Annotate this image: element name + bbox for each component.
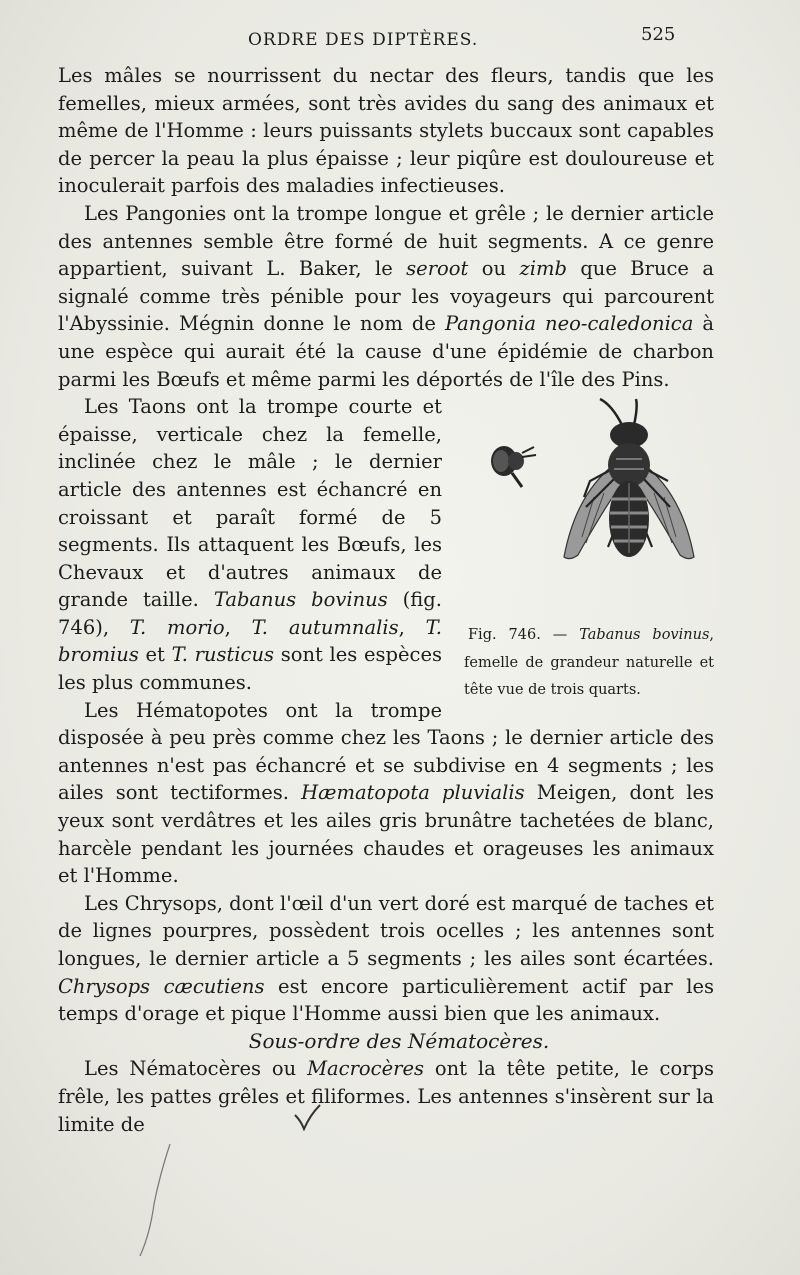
- species-t-autumnalis: T. autumnalis: [251, 615, 399, 639]
- paragraph-text: Les Hématopotes ont la trompe disposée à peu près comme chez les Taons ; le dernier article des antennes n'est pas échancré et se subdivise en 4 segments ; les ailes sont tectiformes.: [58, 698, 714, 805]
- paragraph-text: sont les espèces les plus communes.: [58, 643, 442, 695]
- paragraph-text: que Bruce a signalé comme très pénible pour les voyageurs qui parcourent l'Abyssinie. Mégnin donne le nom de: [58, 257, 714, 336]
- paragraph-text: et: [138, 643, 172, 667]
- fly-head-illustration: [491, 446, 536, 487]
- paragraph-chrysops: [58, 890, 714, 1028]
- species-t-rusticus: T. rusticus: [171, 643, 275, 667]
- paragraph-text: est encore particulièrement actif par les temps d'orage et pique l'Homme aussi bien que les animaux.: [58, 974, 714, 1026]
- paragraph-text: Les Pangonies ont la trompe longue et grêle ; le dernier article des antennes semble être formé de huit segments. A ce genre appartient, suivant L. Baker, le: [58, 201, 714, 281]
- term-seroot: seroot: [406, 257, 469, 281]
- term-macroceres: Macrocères: [307, 1057, 424, 1081]
- figure-746: [464, 397, 714, 702]
- species-haematopota-pluvialis: Hæmatopota pluvialis: [301, 781, 525, 805]
- page-number: 525: [641, 24, 676, 45]
- pencil-check-mark: [292, 1103, 322, 1131]
- species-t-bromius: T. bromius: [58, 615, 442, 667]
- paragraph-text: Les Nématocères ou: [84, 1057, 308, 1081]
- running-title: ORDRE DES DIPTÈRES.: [248, 30, 479, 50]
- body-text: [58, 62, 714, 1138]
- paragraph-text: Les mâles se nourrissent du nectar des fleurs, tandis que les femelles, mieux armées, sont très avides du sang des animaux et même de l'Homme : leurs puissants stylets buccaux sont capables de percer la peau la plus épaisse ; leur piqûre est douloureuse et inoculerait parfois des maladies infectieuses.: [58, 64, 714, 198]
- fly-body-illustration: [564, 399, 694, 559]
- paragraph-nematoceres: [58, 1055, 714, 1138]
- figure-reference: (fig. 746),: [58, 588, 442, 639]
- species-tabanus-bovinus: Tabanus bovinus: [213, 588, 388, 612]
- paragraph-text: ,: [224, 615, 252, 639]
- paragraph-text: ,: [398, 615, 426, 639]
- paragraph-text: ont la tête petite, le corps frêle, les pattes grêles et filiformes. Les antennes s'insèrent sur la limite de: [58, 1057, 714, 1136]
- pencil-margin-mark: [120, 1140, 180, 1260]
- paragraph-pangonies: [58, 200, 714, 393]
- paragraph-text: Les Chrysops, dont l'œil d'un vert doré est marqué de taches et de lignes pourpres, possèdent trois ocelles ; les antennes sont longues, le dernier article a 5 segments ; les ailes sont écartées.: [58, 891, 714, 970]
- paragraph-tabanides-feeding: [58, 62, 714, 200]
- species-chrysops-caecutiens: Chrysops cæcutiens: [58, 974, 265, 998]
- paragraph-text: ou: [468, 257, 520, 281]
- figure-caption: [464, 627, 714, 698]
- section-title: Sous-ordre des Nématocères.: [248, 1028, 550, 1053]
- paragraph-text: Meigen, dont les yeux sont verdâtres et les ailes gris brunâtre tachetées de blanc, harcèle pendant les journées chaudes et orageuses les animaux et l'Homme.: [58, 781, 714, 888]
- caption-label: Fig. 746. —: [468, 627, 580, 644]
- paragraph-taons: [58, 393, 714, 697]
- species-pangonia: Pangonia neo-caledonica: [444, 312, 694, 336]
- page-header: [0, 24, 800, 54]
- caption-species: Tabanus bovinus: [579, 627, 710, 644]
- paragraph-text: Les Taons ont la trompe courte et épaisse, verticale chez la femelle, inclinée chez le mâle ; le dernier article des antennes est échancré en croissant et paraît formé de 5 segments. Ils attaquent les Bœufs, les Chevaux et d'autres animaux de grande taille.: [58, 395, 442, 612]
- paragraph-hematopotes: [58, 697, 714, 890]
- tabanus-bovinus-illustration: [464, 397, 714, 619]
- species-t-morio: T. morio: [129, 615, 225, 639]
- caption-text: , femelle de grandeur naturelle et tête vue de trois quarts.: [464, 627, 714, 699]
- term-zimb: zimb: [519, 257, 567, 281]
- paragraph-text: à une espèce qui aurait été la cause d'une épidémie de charbon parmi les Bœufs et même parmi les déportés de l'île des Pins.: [58, 312, 715, 391]
